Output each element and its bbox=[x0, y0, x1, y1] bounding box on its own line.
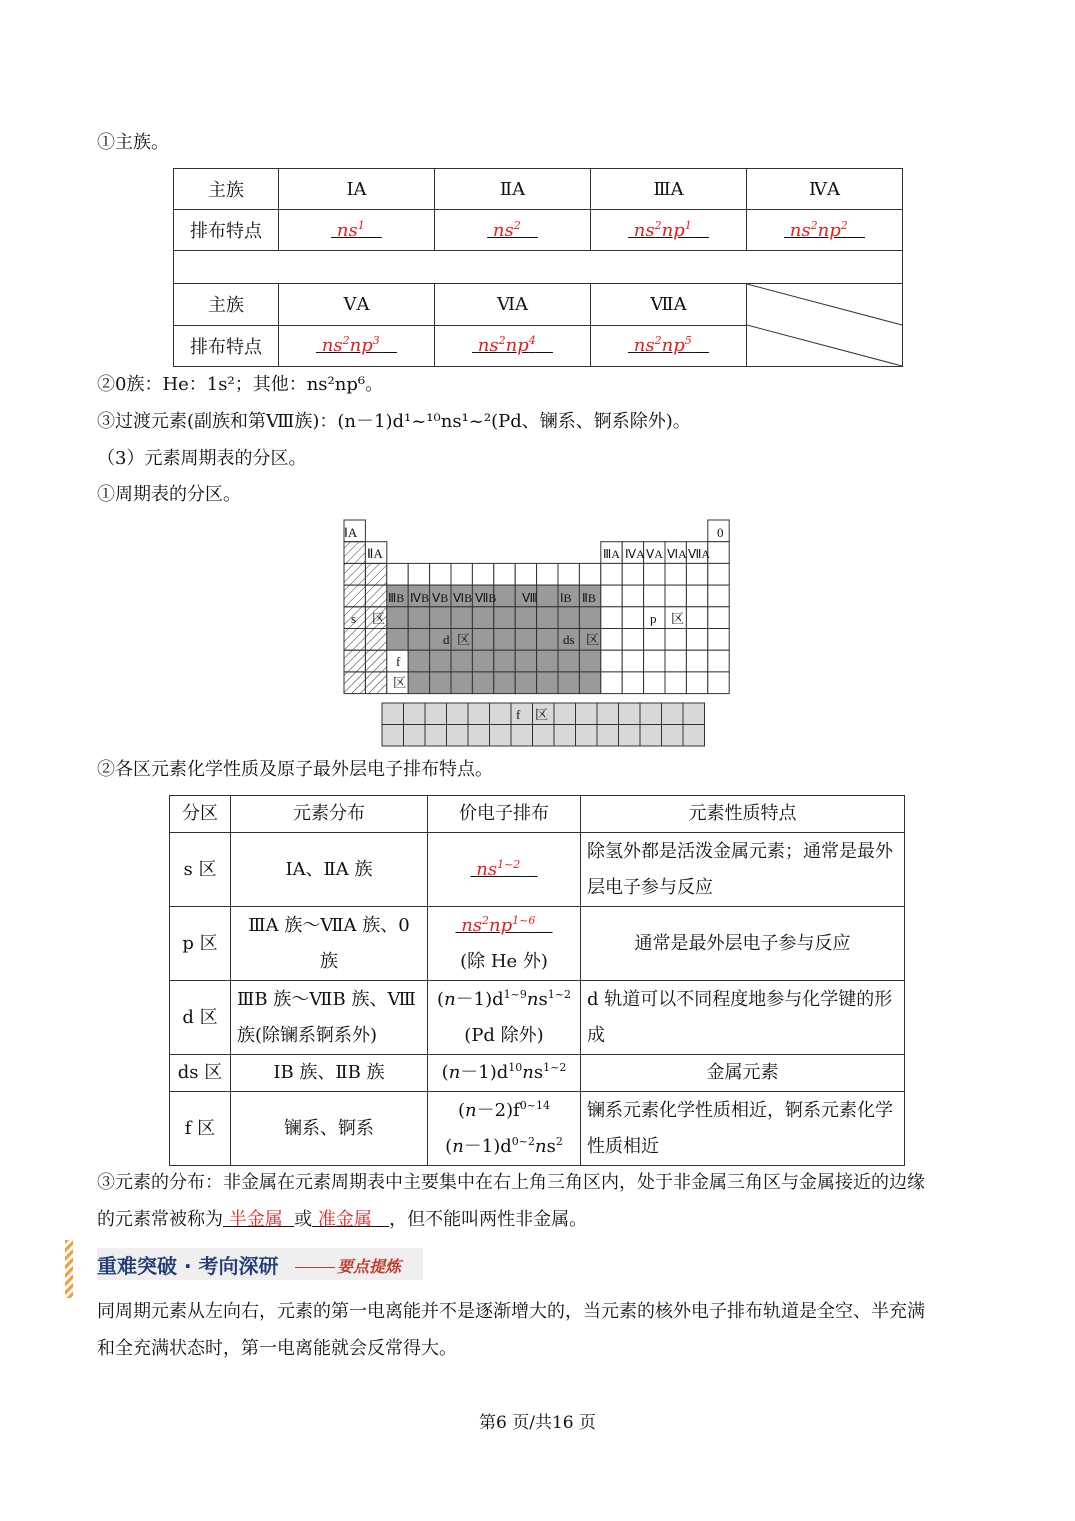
element-cell bbox=[665, 629, 686, 651]
element-cell bbox=[686, 563, 707, 585]
element-cell bbox=[387, 607, 408, 629]
answer-semimetal: 半金属 bbox=[228, 1209, 283, 1230]
label-ds-qu: 区 bbox=[586, 632, 600, 647]
answer-cell: $ns^2np^1$ bbox=[591, 210, 747, 251]
element-cell bbox=[511, 703, 533, 725]
zone-cell: f 区 bbox=[170, 1092, 231, 1166]
periodic-table-diagram bbox=[340, 518, 740, 750]
element-cell bbox=[537, 629, 558, 651]
label-g3: ⅢB bbox=[388, 591, 405, 605]
answer-cell: $ns^2np^3$ bbox=[279, 325, 435, 367]
distribution-cell: ⅠB 族、ⅡB 族 bbox=[231, 1055, 428, 1092]
element-cell bbox=[662, 725, 684, 747]
label-f-qu: 区 bbox=[393, 675, 407, 690]
answer-cell: $ns^2$ bbox=[435, 210, 591, 251]
element-cell bbox=[404, 725, 426, 747]
element-cell bbox=[451, 607, 472, 629]
element-cell bbox=[387, 629, 408, 651]
label-f2: f bbox=[516, 707, 521, 722]
paragraph-distribution-line2: 的元素常被称为 半金属 或 准金属 ，但不能叫两性非金属。 bbox=[97, 1209, 588, 1230]
element-cell bbox=[640, 725, 662, 747]
element-cell bbox=[665, 585, 686, 607]
element-cell bbox=[344, 672, 365, 694]
label-g11: ⅠB bbox=[560, 591, 572, 605]
element-cell bbox=[558, 563, 579, 585]
element-cell bbox=[344, 650, 365, 672]
element-cell bbox=[365, 650, 386, 672]
element-cell bbox=[404, 703, 426, 725]
diagonal-cell bbox=[747, 284, 903, 367]
section-title: 重难突破 · 考向深研 bbox=[97, 1254, 279, 1278]
spacer-row bbox=[174, 251, 903, 284]
element-cell bbox=[472, 672, 493, 694]
element-cell bbox=[601, 585, 622, 607]
element-cell bbox=[576, 725, 598, 747]
property-cell: 镧系元素化学性质相近，锕系元素化学性质相近 bbox=[581, 1092, 905, 1166]
element-cell bbox=[472, 607, 493, 629]
section-header bbox=[97, 1248, 423, 1280]
row-label: 排布特点 bbox=[174, 210, 279, 251]
element-cell bbox=[622, 585, 643, 607]
distribution-cell: ⅠA、ⅡA 族 bbox=[231, 833, 428, 907]
label-f: f bbox=[396, 654, 401, 669]
label-g1: ⅠA bbox=[344, 525, 358, 540]
element-cell bbox=[601, 650, 622, 672]
label-g15: ⅤA bbox=[646, 547, 663, 561]
paragraph-ionization-line2: 和全充满状态时，第一电离能就会反常得大。 bbox=[97, 1338, 457, 1359]
distribution-cell: 镧系、锕系 bbox=[231, 1092, 428, 1166]
element-cell bbox=[430, 650, 451, 672]
distribution-cell: ⅢA 族～ⅦA 族、0 族 bbox=[231, 907, 428, 981]
element-cell bbox=[644, 672, 665, 694]
element-cell bbox=[579, 672, 600, 694]
config-cell: $ns^2np^{1\sim 6}$ (除 He 外) bbox=[428, 907, 581, 981]
element-cell bbox=[622, 607, 643, 629]
header-cell: 主族 bbox=[174, 169, 279, 210]
element-cell bbox=[515, 607, 536, 629]
element-cell bbox=[494, 672, 515, 694]
element-cell bbox=[537, 650, 558, 672]
header-cell: 主族 bbox=[174, 284, 279, 326]
label-g2: ⅡA bbox=[367, 546, 383, 561]
header-cell: ⅣA bbox=[747, 169, 903, 210]
element-cell bbox=[622, 650, 643, 672]
element-cell bbox=[619, 725, 641, 747]
element-cell bbox=[622, 672, 643, 694]
element-cell bbox=[365, 629, 386, 651]
answer-cell: $ns^2np^2$ bbox=[747, 210, 903, 251]
element-cell bbox=[683, 703, 705, 725]
paragraph-zone-properties: ②各区元素化学性质及原子最外层电子排布特点。 bbox=[97, 759, 493, 780]
element-cell bbox=[515, 563, 536, 585]
element-cell bbox=[494, 607, 515, 629]
element-cell bbox=[408, 629, 429, 651]
element-cell bbox=[708, 585, 729, 607]
label-g18: 0 bbox=[717, 525, 724, 540]
element-cell bbox=[494, 629, 515, 651]
label-s-qu: 区 bbox=[372, 611, 386, 626]
element-cell bbox=[494, 563, 515, 585]
element-cell bbox=[408, 650, 429, 672]
element-cell bbox=[644, 563, 665, 585]
element-cell bbox=[665, 563, 686, 585]
element-cell bbox=[533, 725, 555, 747]
answer-cell: $ns^1$ bbox=[279, 210, 435, 251]
element-cell bbox=[579, 650, 600, 672]
element-cell bbox=[425, 703, 447, 725]
config-note: (Pd 除外) bbox=[464, 1024, 544, 1046]
element-cell bbox=[430, 607, 451, 629]
element-cell bbox=[344, 563, 365, 585]
element-cell bbox=[430, 672, 451, 694]
element-cell bbox=[558, 672, 579, 694]
element-cell bbox=[382, 725, 404, 747]
zone-cell: p 区 bbox=[170, 907, 231, 981]
label-g12: ⅡB bbox=[582, 591, 596, 605]
element-cell bbox=[683, 725, 705, 747]
element-cell bbox=[619, 703, 641, 725]
header-cell: ⅦA bbox=[591, 284, 747, 326]
label-g14: ⅣA bbox=[625, 547, 645, 561]
element-cell bbox=[382, 703, 404, 725]
property-cell: 金属元素 bbox=[581, 1055, 905, 1092]
element-cell bbox=[622, 563, 643, 585]
element-cell bbox=[537, 607, 558, 629]
label-g7: ⅦB bbox=[475, 591, 497, 605]
header-cell: 元素分布 bbox=[231, 796, 428, 833]
element-cell bbox=[408, 607, 429, 629]
label-d: d bbox=[443, 632, 450, 647]
element-cell bbox=[537, 563, 558, 585]
element-cell bbox=[451, 563, 472, 585]
header-cell: 分区 bbox=[170, 796, 231, 833]
element-cell bbox=[644, 629, 665, 651]
answer-cell: $ns^2np^4$ bbox=[435, 325, 591, 367]
paragraph-section-3: （3）元素周期表的分区。 bbox=[97, 448, 307, 469]
label-f2-qu: 区 bbox=[535, 707, 549, 722]
element-cell bbox=[597, 703, 619, 725]
element-cell bbox=[447, 703, 469, 725]
element-cell bbox=[686, 672, 707, 694]
section-divider bbox=[295, 1267, 335, 1268]
property-cell: 通常是最外层电子参与反应 bbox=[581, 907, 905, 981]
paragraph-zones: ①周期表的分区。 bbox=[97, 484, 241, 505]
element-cell bbox=[686, 650, 707, 672]
element-cell bbox=[554, 725, 576, 747]
label-g6: ⅥB bbox=[453, 591, 473, 605]
element-cell bbox=[622, 629, 643, 651]
main-group-table bbox=[173, 168, 903, 367]
element-cell bbox=[708, 672, 729, 694]
element-cell bbox=[494, 650, 515, 672]
element-cell bbox=[365, 585, 386, 607]
element-cell bbox=[408, 563, 429, 585]
element-cell bbox=[708, 650, 729, 672]
element-cell bbox=[515, 672, 536, 694]
element-cell bbox=[640, 703, 662, 725]
header-cell: ⅡA bbox=[435, 169, 591, 210]
label-d-qu: 区 bbox=[457, 632, 471, 647]
property-cell: d 轨道可以不同程度地参与化学键的形成 bbox=[581, 981, 905, 1055]
element-cell bbox=[387, 563, 408, 585]
element-cell bbox=[515, 650, 536, 672]
element-cell bbox=[686, 629, 707, 651]
paragraph-group-zero: ②0族：He：1s²；其他：ns²np⁶。 bbox=[97, 374, 384, 395]
config-cell: $(n-1)d^{1\sim 9}ns^{1\sim 2}$ (Pd 除外) bbox=[428, 981, 581, 1055]
zone-cell: s 区 bbox=[170, 833, 231, 907]
element-cell bbox=[537, 585, 558, 607]
label-g4: ⅣB bbox=[410, 591, 430, 605]
element-cell bbox=[365, 672, 386, 694]
header-cell: ⅢA bbox=[591, 169, 747, 210]
element-cell bbox=[554, 703, 576, 725]
zone-cell: ds 区 bbox=[170, 1055, 231, 1092]
zone-cell: d 区 bbox=[170, 981, 231, 1055]
header-cell: ⅤA bbox=[279, 284, 435, 326]
element-cell bbox=[365, 563, 386, 585]
element-cell bbox=[472, 629, 493, 651]
config-cell: $(n-2)f^{0\sim 14}$ $(n-1)d^{0\sim 2}ns^2$ bbox=[428, 1092, 581, 1166]
header-cell: ⅠA bbox=[279, 169, 435, 210]
element-cell bbox=[601, 563, 622, 585]
element-cell bbox=[515, 629, 536, 651]
property-cell: 除氢外都是活泼金属元素；通常是最外层电子参与反应 bbox=[581, 833, 905, 907]
element-cell bbox=[644, 650, 665, 672]
answer-cell: $ns^2np^5$ bbox=[591, 325, 747, 367]
distribution-cell: ⅢB 族～ⅦB 族、Ⅷ族(除镧系锕系外) bbox=[231, 981, 428, 1055]
header-cell: 元素性质特点 bbox=[581, 796, 905, 833]
element-cell bbox=[490, 703, 512, 725]
element-cell bbox=[579, 607, 600, 629]
page-footer: 第6 页/共16 页 bbox=[479, 1413, 596, 1433]
element-cell bbox=[468, 725, 490, 747]
element-cell bbox=[601, 607, 622, 629]
header-cell: 价电子排布 bbox=[428, 796, 581, 833]
zone-table bbox=[169, 795, 905, 1166]
element-cell bbox=[601, 672, 622, 694]
element-cell bbox=[708, 607, 729, 629]
label-p: p bbox=[650, 611, 657, 626]
element-cell bbox=[644, 585, 665, 607]
diagonal-lines bbox=[747, 284, 902, 366]
section-subtitle: 要点提炼 bbox=[337, 1257, 402, 1276]
element-cell bbox=[558, 650, 579, 672]
paragraph-distribution-line1: ③元素的分布：非金属在元素周期表中主要集中在右上角三角区内，处于非金属三角区与金属接近的边缘 bbox=[97, 1172, 925, 1193]
header-cell: ⅥA bbox=[435, 284, 591, 326]
config-cell: $(n-1)d^{10}ns^{1\sim 2}$ bbox=[428, 1055, 581, 1092]
element-cell bbox=[576, 703, 598, 725]
label-g16: ⅥA bbox=[667, 547, 687, 561]
row-label: 排布特点 bbox=[174, 325, 279, 367]
element-cell bbox=[665, 650, 686, 672]
config-cell: $ns^{1\sim 2}$ bbox=[428, 833, 581, 907]
label-s: s bbox=[351, 611, 357, 626]
element-cell bbox=[686, 607, 707, 629]
element-cell bbox=[425, 725, 447, 747]
element-cell bbox=[344, 629, 365, 651]
element-cell bbox=[558, 607, 579, 629]
element-cell bbox=[472, 563, 493, 585]
label-ds: ds bbox=[563, 632, 575, 647]
element-cell bbox=[662, 703, 684, 725]
element-cell bbox=[511, 725, 533, 747]
paragraph-transition: ③过渡元素(副族和第Ⅷ族)：(n－1)d¹~¹⁰ns¹~²(Pd、镧系、锕系除外)。 bbox=[97, 411, 691, 432]
element-cell bbox=[537, 672, 558, 694]
element-cell bbox=[430, 563, 451, 585]
element-cell bbox=[665, 672, 686, 694]
paragraph-main-group: ①主族。 bbox=[97, 132, 169, 153]
element-cell bbox=[494, 585, 515, 607]
element-cell bbox=[601, 629, 622, 651]
element-cell bbox=[708, 563, 729, 585]
paragraph-ionization-line1: 同周期元素从左向右，元素的第一电离能并不是逐渐增大的，当元素的核外电子排布轨道是全空、半充满 bbox=[97, 1301, 925, 1322]
element-cell bbox=[451, 650, 472, 672]
element-cell bbox=[708, 629, 729, 651]
element-cell bbox=[686, 585, 707, 607]
element-cell bbox=[451, 672, 472, 694]
element-cell bbox=[344, 585, 365, 607]
label-g5: ⅤB bbox=[432, 591, 449, 605]
label-g17: ⅦA bbox=[688, 547, 711, 561]
config-note: (除 He 外) bbox=[460, 950, 548, 972]
element-cell bbox=[447, 725, 469, 747]
answer-metalloid: 准金属 bbox=[317, 1209, 372, 1230]
element-cell bbox=[408, 672, 429, 694]
element-cell bbox=[468, 703, 490, 725]
element-cell bbox=[344, 542, 365, 564]
element-cell bbox=[579, 563, 600, 585]
label-g13: ⅢA bbox=[603, 547, 620, 561]
element-cell bbox=[490, 725, 512, 747]
element-cell bbox=[597, 725, 619, 747]
element-cell bbox=[708, 542, 729, 564]
section-stripe bbox=[65, 1240, 73, 1298]
label-p-qu: 区 bbox=[671, 611, 685, 626]
label-g8: Ⅷ bbox=[522, 591, 538, 605]
element-cell bbox=[472, 650, 493, 672]
